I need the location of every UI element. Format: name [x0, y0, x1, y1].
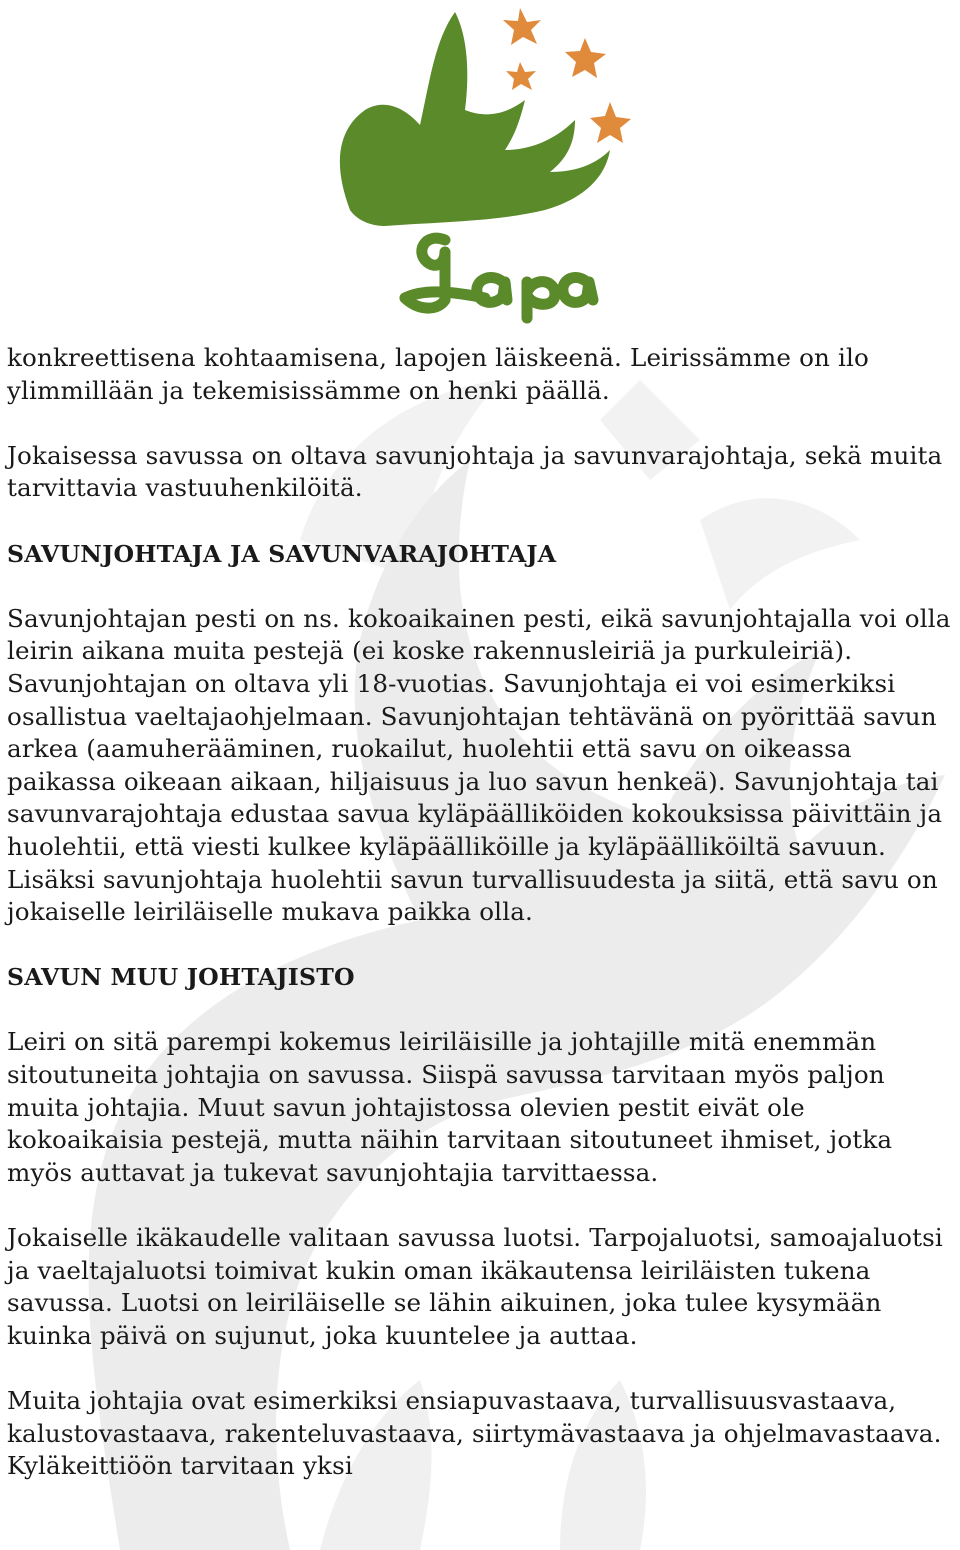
paragraph-savunjohtaja: Savunjohtajan pesti on ns. kokoaikainen pesti, eikä savunjohtajalla voi olla leirin aikana muita pestejä (ei koske rakennusleiriä ja purkuleiriä). Savunjohtajan on oltava yli 18-vuotias. Savunjohtaja ei voi esimerkiksi osallistua vaeltajaohjelmaan. Savunjohtajan tehtävänä on pyörittää savun arkea (aamuherääminen, ruokailut, huolehtii että savu on oikeassa paikassa oikeaan aikaan, hiljaisuus ja luo savun henkeä). Savunjohtaja tai savunvarajohtaja edustaa savua kyläpäälliköiden kokouksissa päivittäin ja huolehtii, että viesti kulkee kyläpäälliköille ja kyläpäälliköiltä savuun. Lisäksi savunjohtaja huolehtii savun turvallisuudesta ja siitä, että savu on jokaiselle leiriläiselle mukava paikka olla.: [7, 603, 951, 927]
paragraph-muut-johtajat: Muita johtajia ovat esimerkiksi ensiapuvastaava, turvallisuusvastaava, kalustovastaava, rakenteluvastaava, siirtymävastaava ja ohjelmavastaava. Kyläkeittiöön tarvitaan yksi: [7, 1386, 942, 1481]
paragraph-intro-continued: konkreettisena kohtaamisena, lapojen läiskeenä. Leirissämme on ilo ylimmillään ja tekemisissämme on henki päällä.: [7, 343, 869, 405]
lapa-wordmark-icon: [405, 238, 593, 318]
heading-muu-johtajisto: SAVUN MUU JOHTAJISTO: [7, 963, 355, 992]
paragraph-responsible-persons: Jokaisessa savussa on oltava savunjohtaja ja savunvarajohtaja, sekä muita tarvittavia vastuuhenkilöitä.: [7, 440, 943, 503]
paragraph-luotsi: Jokaiselle ikäkaudelle valitaan savussa luotsi. Tarpojaluotsi, samoajaluotsi ja vaeltajaluotsi toimivat kukin oman ikäkautensa leiriläisten tukena savussa. Luotsi on leiriläiselle se lähin aikuinen, joka tulee kysymään kuinka päivä on sujunut, joka kuuntelee ja auttaa.: [7, 1223, 943, 1350]
document-body: [7, 342, 957, 1515]
antler-icon: [340, 12, 610, 226]
lapa-logo: [325, 0, 655, 325]
stars-icon: [503, 8, 631, 143]
heading-savunjohtaja: SAVUNJOHTAJA JA SAVUNVARAJOHTAJA: [7, 539, 557, 568]
paragraph-muu-johtajisto: Leiri on sitä parempi kokemus leiriläisille ja johtajille mitä enemmän sitoutuneita johtajia on savussa. Siispä savussa tarvitaan myös paljon muita johtajia. Muut savun johtajistossa olevien pestit eivät ole kokoaikaisia pestejä, mutta näihin tarvitaan sitoutuneet ihmiset, jotka myös auttavat ja tukevat savunjohtajia tarvittaessa.: [7, 1027, 893, 1187]
